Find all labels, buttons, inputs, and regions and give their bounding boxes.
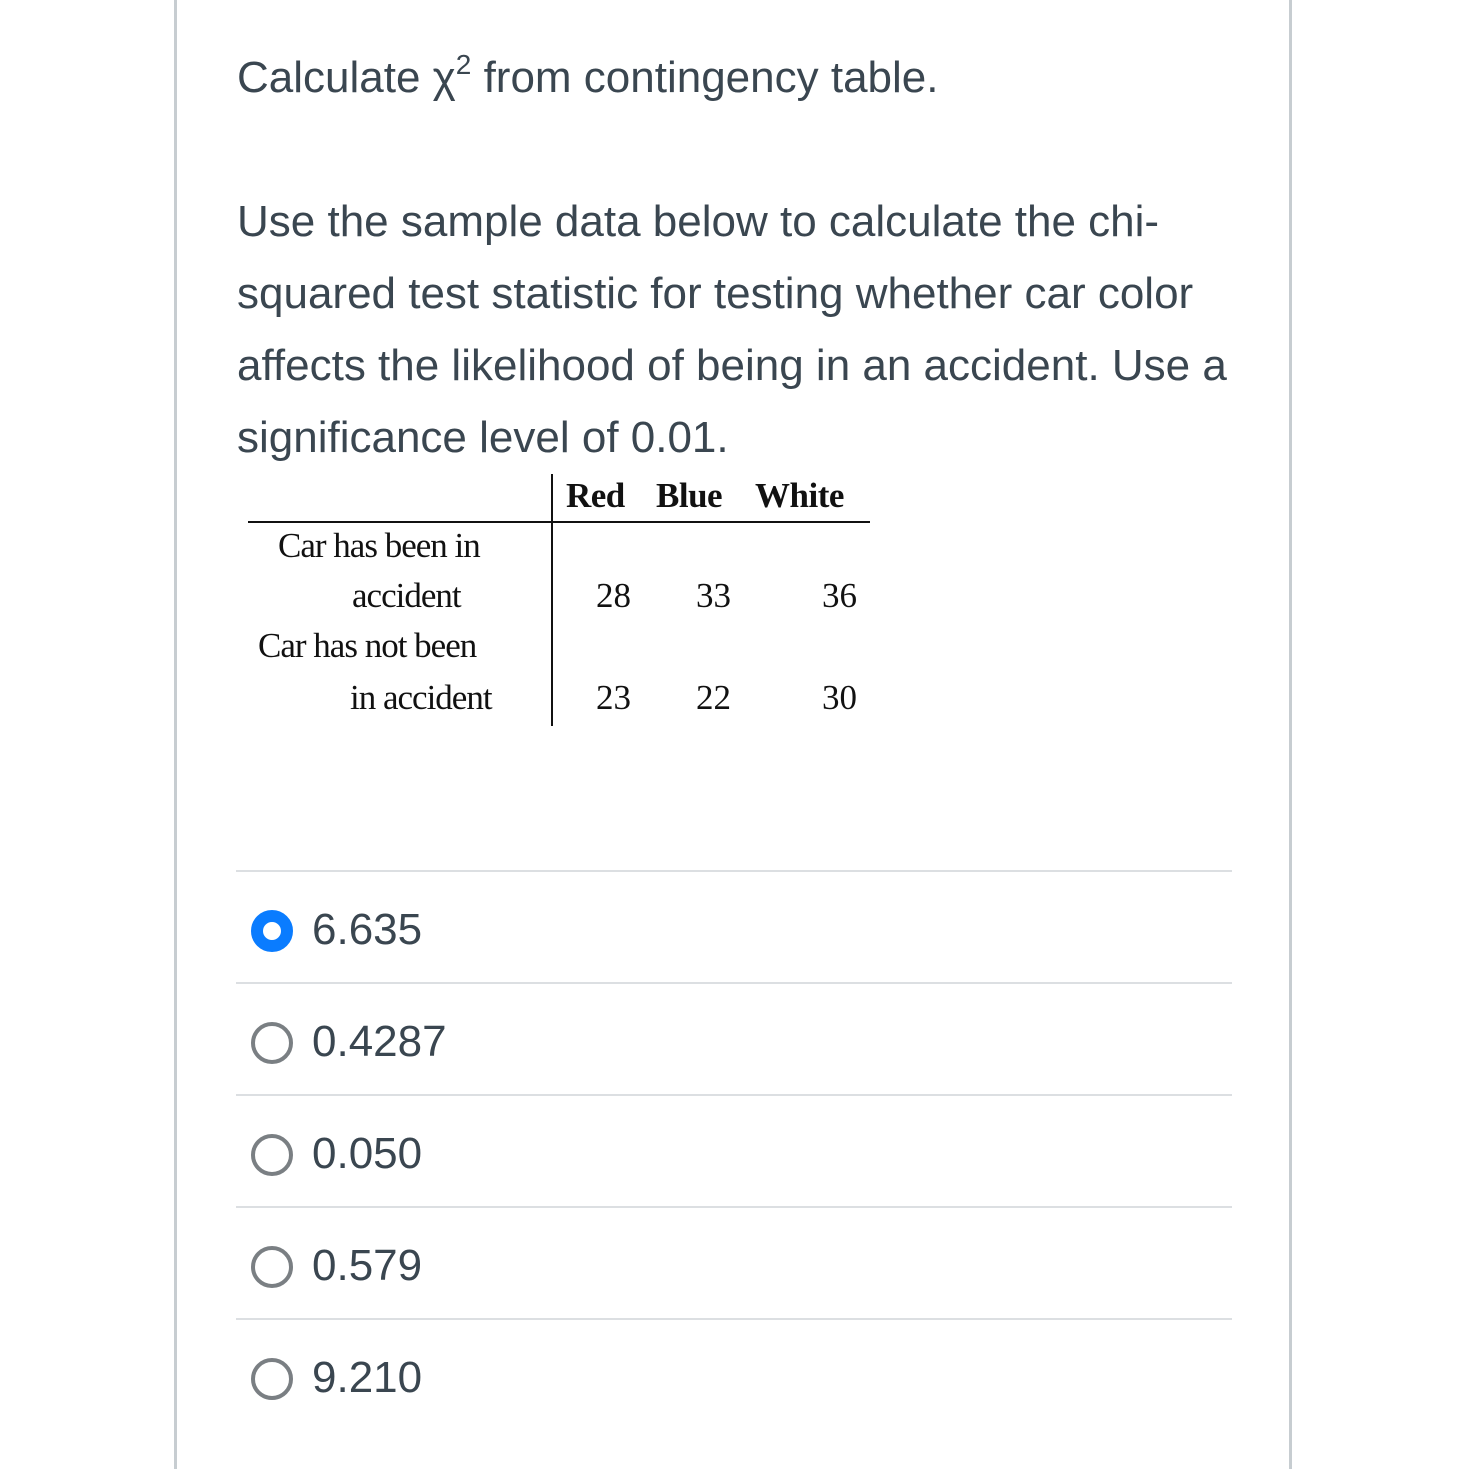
cell-accident-red: 28 bbox=[596, 576, 631, 615]
radio-unselected-icon[interactable] bbox=[251, 1246, 293, 1288]
question-title bbox=[237, 50, 938, 106]
column-header-blue: Blue bbox=[656, 476, 723, 515]
row-label-no-accident-line2: in accident bbox=[350, 678, 492, 717]
question-title-superscript: 2 bbox=[455, 49, 472, 80]
radio-unselected-icon[interactable] bbox=[251, 1134, 293, 1176]
cell-no-accident-blue: 22 bbox=[696, 678, 731, 717]
column-header-white: White bbox=[755, 476, 844, 515]
radio-unselected-icon[interactable] bbox=[251, 1022, 293, 1064]
row-label-accident-line1: Car has been in bbox=[278, 526, 480, 565]
radio-unselected-icon[interactable] bbox=[251, 1358, 293, 1400]
answer-label: 9.210 bbox=[312, 1353, 423, 1402]
table-vertical-rule bbox=[551, 474, 553, 726]
radio-selected-icon[interactable] bbox=[251, 910, 293, 952]
table-horizontal-rule bbox=[248, 521, 870, 523]
answer-option[interactable] bbox=[236, 1318, 1232, 1430]
answer-option[interactable] bbox=[236, 1094, 1232, 1206]
contingency-table bbox=[240, 474, 880, 730]
cell-accident-white: 36 bbox=[822, 576, 857, 615]
cell-no-accident-white: 30 bbox=[822, 678, 857, 717]
cell-accident-blue: 33 bbox=[696, 576, 731, 615]
question-title-suffix: from contingency table. bbox=[471, 53, 939, 102]
cell-no-accident-red: 23 bbox=[596, 678, 631, 717]
column-header-red: Red bbox=[566, 476, 625, 515]
answer-option[interactable] bbox=[236, 1206, 1232, 1318]
question-title-prefix: Calculate χ bbox=[237, 53, 456, 102]
row-label-no-accident-line1: Car has not been bbox=[258, 626, 477, 665]
answer-option[interactable] bbox=[236, 982, 1232, 1094]
answer-label: 0.050 bbox=[312, 1129, 423, 1178]
answer-label: 6.635 bbox=[312, 905, 423, 954]
question-text: Use the sample data below to calculate the chi-squared test statistic for testing whether car color affects the likelihood of being in an accident. Use a significance level of 0.01. bbox=[237, 197, 1227, 462]
answer-list bbox=[236, 870, 1232, 1430]
row-label-accident-line2: accident bbox=[352, 576, 461, 615]
answer-option[interactable] bbox=[236, 870, 1232, 982]
answer-label: 0.4287 bbox=[312, 1017, 447, 1066]
answer-label: 0.579 bbox=[312, 1241, 423, 1290]
